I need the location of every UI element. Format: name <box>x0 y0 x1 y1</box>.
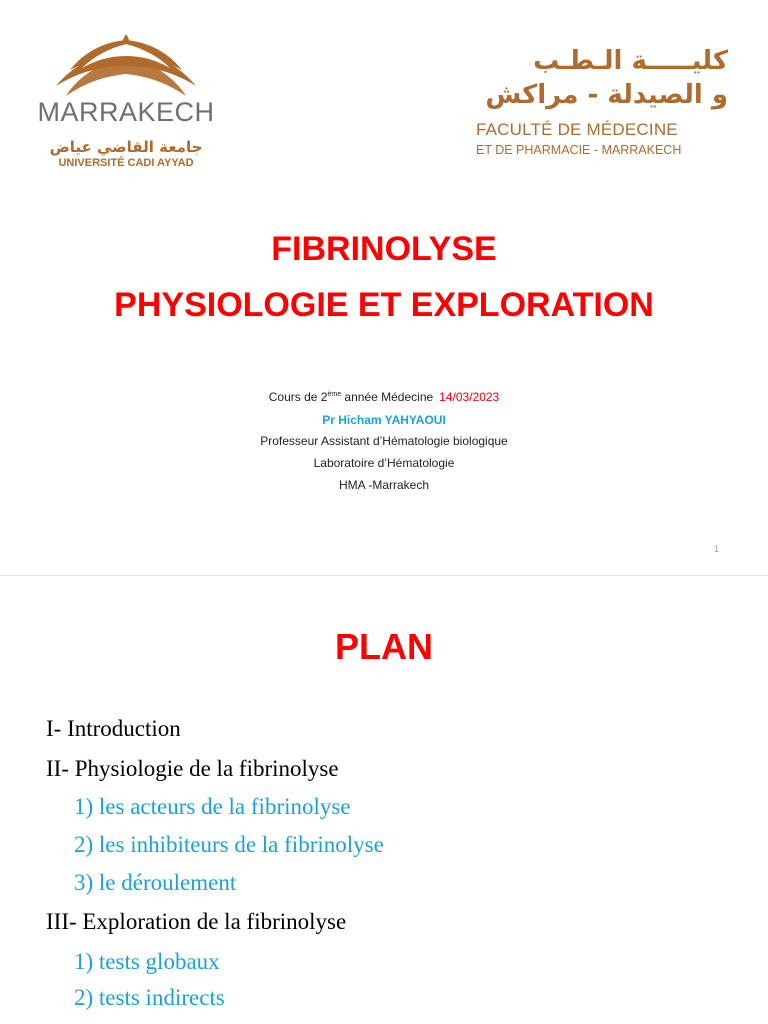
plan-subitem: 2) tests indirects <box>74 985 225 1010</box>
faculty-arabic-line1: كليـــــة الـطـب <box>533 46 728 76</box>
plan-item: I- Introduction <box>46 716 181 741</box>
laboratory: Laboratoire d’Hématologie <box>313 456 455 470</box>
page-number: 1 <box>714 544 720 554</box>
course-suffix: année Médecine <box>341 390 434 404</box>
author-name: Pr Hicham YAHYAOUI <box>322 413 446 427</box>
plan-subitem: 3) le déroulement <box>74 870 237 895</box>
course-superscript: ème <box>327 391 342 398</box>
course-prefix: Cours de 2 <box>268 390 328 404</box>
hospital: HMA -Marrakech <box>338 478 430 492</box>
slide-title-line1: FIBRINOLYSE <box>271 230 497 268</box>
faculty-logo <box>458 46 728 166</box>
plan-item: III- Exploration de la fibrinolyse <box>46 909 347 934</box>
logo-arabic-text: جامعة القاضي عياض <box>49 138 203 156</box>
plan-subitem: 2) les inhibiteurs de la fibrinolyse <box>74 832 384 857</box>
plan-subitem: 1) les acteurs de la fibrinolyse <box>74 794 351 819</box>
logo-city-text: MARRAKECH <box>37 97 215 127</box>
faculty-french-line2: ET DE PHARMACIE - MARRAKECH <box>476 143 682 157</box>
university-logo <box>36 34 216 169</box>
plan-item: II- Physiologie de la fibrinolyse <box>46 756 339 781</box>
plan-subitem: 1) tests globaux <box>74 949 220 974</box>
faculty-arabic-line2: و الصيدلة - مراكش <box>485 80 728 110</box>
slide-title-line2: PHYSIOLOGIE ET EXPLORATION <box>114 286 654 324</box>
plan-slide <box>0 576 768 1024</box>
course-line <box>0 390 768 404</box>
palm-tree-logo-icon <box>44 34 208 98</box>
plan-heading: PLAN <box>335 626 433 667</box>
logo-university-text: UNIVERSITÉ CADI AYYAD <box>58 157 194 169</box>
course-date: 14/03/2023 <box>439 390 500 404</box>
faculty-french-line1: FACULTÉ DE MÉDECINE <box>476 120 678 139</box>
author-position: Professeur Assistant d’Hématologie biologique <box>260 434 508 448</box>
